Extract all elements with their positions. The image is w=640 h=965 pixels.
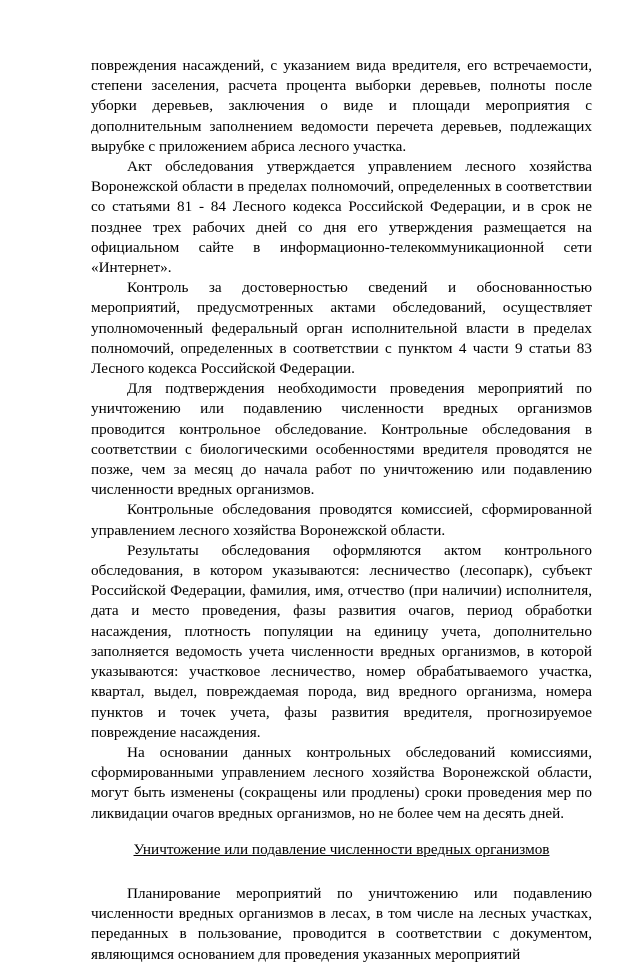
paragraph-control-of-reliability: Контроль за достоверностью сведений и обоснованностью мероприятий, предусмотренных актами обследований, осуществляет уполномоченный федеральный орган исполнительной власти в пределах полномочий, определенных в соответствии с пунктом 4 части 9 статьи 83 Лесного кодекса Российской Федерации. bbox=[91, 279, 592, 378]
paragraph-inspection-results: Результаты обследования оформляются актом контрольного обследования, в котором указываются: лесничество (лесопарк), субъект Российской Федерации, фамилия, имя, отчество (при наличии) исполнителя, дата и место проведения, фазы развития очагов, период обработки насаждения, плотность популяции на единицу учета, дополнительно заполняется ведомость учета численности вредных организмов, в которой указываются: участковое лесничество, номер обрабатываемого участка, квартал, выдел, повреждаемая порода, вид вредного организма, номера пунктов и точек учета, фазы развития вредителя, прогнозируемое повреждение насаждения. bbox=[91, 541, 592, 741]
paragraph-planning-measures: Планирование мероприятий по уничтожению или подавлению численности вредных организмов в лесах, в том числе на лесных участках, переданных в пользование, проводится в соответствии с документом, являющимся основанием для проведения указанных мероприятий bbox=[91, 884, 592, 963]
paragraph-commission: Контрольные обследования проводятся комиссией, сформированной управлением лесного хозяйства Воронежской области. bbox=[91, 501, 592, 539]
paragraph-inspection-act-approval: Акт обследования утверждается управлением лесного хозяйства Воронежской области в пределах полномочий, определенных в соответствии со статьями 81 - 84 Лесного кодекса Российской Федерации, и в срок не позднее трех рабочих дней со дня его утверждения размещается на официальном сайте в информационно-телекоммуникационной сети «Интернет». bbox=[91, 158, 592, 277]
section-heading: Уничтожение или подавление численности вредных организмов bbox=[133, 840, 550, 858]
paragraph-damage-details: повреждения насаждений, с указанием вида вредителя, его встречаемости, степени заселения, расчета процента выборки деревьев, полноты после уборки деревьев, заключения о виде и площади мероприятия с дополнительным заполнением ведомости перечета деревьев, подлежащих вырубке с приложением абриса лесного участка. bbox=[91, 57, 592, 155]
paragraph-deadline-changes: На основании данных контрольных обследований комиссиями, сформированными управлением лесного хозяйства Воронежской области, могут быть изменены (сокращены или продлены) сроки проведения мер по ликвидации очагов вредных организмов, но не более чем на десять дней. bbox=[91, 743, 592, 822]
paragraph-control-inspection: Для подтверждения необходимости проведения мероприятий по уничтожению или подавлению численности вредных организмов проводится контрольное обследование. Контрольные обследования в соответствии с биологическими особенностями вредителя проводятся не позже, чем за месяц до начала работ по уничтожению или подавлению численности вредных организмов. bbox=[91, 380, 592, 499]
